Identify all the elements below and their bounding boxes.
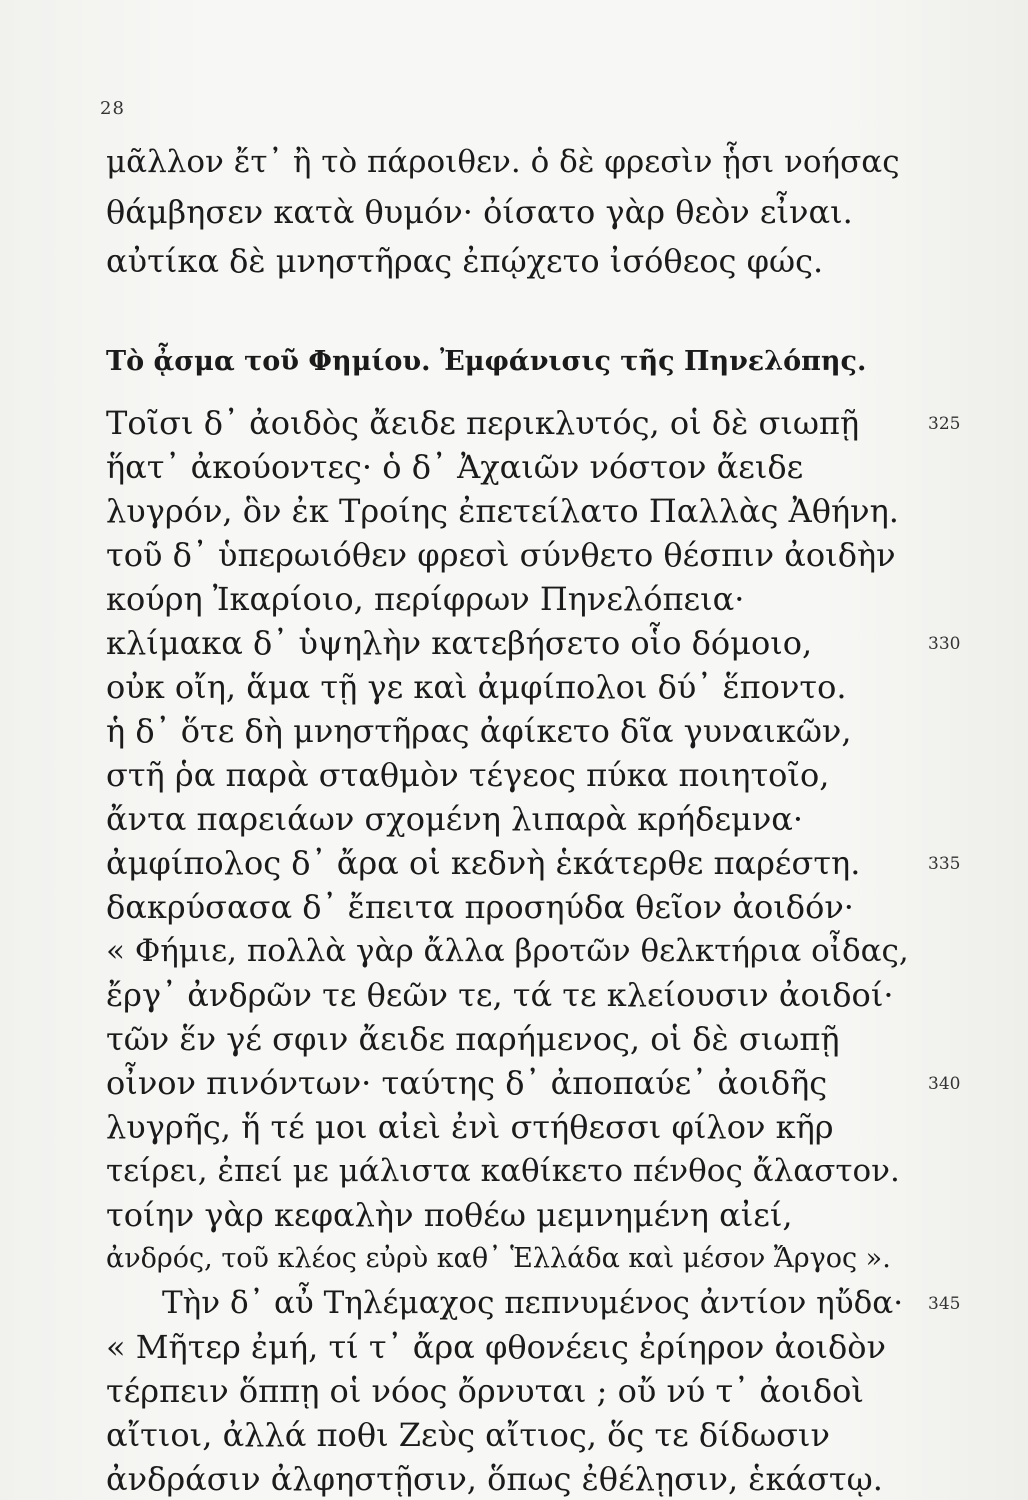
verse-line: Τὴν δ᾽ αὖ Τηλέμαχος πεπνυμένος ἀντίον ηὔδα· <box>162 1285 904 1321</box>
verse-line: λυγρόν, ὃν ἐκ Τροίης ἐπετείλατο Παλλὰς Ἀθήνη. <box>106 492 899 530</box>
verse-line: τοίην γὰρ κεφαλὴν ποθέω μεμνημένη αἰεί, <box>106 1196 793 1234</box>
verse-line: τῶν ἕν γέ σφιν ἄειδε παρήμενος, οἱ δὲ σιωπῇ <box>106 1020 840 1058</box>
verse-line: Τοῖσι δ᾽ ἀοιδὸς ἄειδε περικλυτός, οἱ δὲ σιωπῇ <box>106 404 860 442</box>
verse-line: αἴτιοι, ἀλλά ποθι Ζεὺς αἴτιος, ὅς τε δίδωσιν <box>106 1416 830 1454</box>
verse-line: ἀνδρός, τοῦ κλέος εὐρὺ καθ᾽ Ἑλλάδα καὶ μέσον Ἄργος ». <box>106 1243 891 1274</box>
verse-line: τέρπειν ὅππῃ οἱ νόος ὄρνυται ; οὔ νύ τ᾽ ἀοιδοὶ <box>106 1372 864 1410</box>
verse-line: λυγρῆς, ἥ τέ μοι αἰεὶ ἐνὶ στήθεσσι φίλον κῆρ <box>106 1108 834 1146</box>
verse-line: ἄντα παρειάων σχομένη λιπαρὰ κρήδεμνα· <box>106 800 804 838</box>
verse-line: κούρη Ἰκαρίοιο, περίφρων Πηνελόπεια· <box>106 580 745 618</box>
verse-line: ἀνδράσιν ἀλφηστῇσιν, ὅπως ἐθέλῃσιν, ἑκάστῳ. <box>106 1460 883 1498</box>
verse-line: « Φήμιε, πολλὰ γὰρ ἄλλα βροτῶν θελκτήρια οἶδας, <box>106 933 909 969</box>
page-number: 28 <box>100 98 125 119</box>
section-heading: Τὸ ᾆσμα τοῦ Φημίου. Ἐμφάνισις τῆς Πηνελόπης. <box>106 346 867 377</box>
text-line: μᾶλλον ἔτ᾽ ἢ τὸ πάροιθεν. ὁ δὲ φρεσὶν ᾗσι νοήσας <box>106 144 900 180</box>
verse-line: τοῦ δ᾽ ὑπερωιόθεν φρεσὶ σύνθετο θέσπιν ἀοιδὴν <box>106 536 896 574</box>
verse-line: ἔργ᾽ ἀνδρῶν τε θεῶν τε, τά τε κλείουσιν ἀοιδοί· <box>106 976 894 1014</box>
verse-line: οἶνον πινόντων· ταύτης δ᾽ ἀποπαύε᾽ ἀοιδῆς <box>106 1064 828 1102</box>
verse-number: 335 <box>928 854 961 874</box>
verse-line: στῆ ῥα παρὰ σταθμὸν τέγεος πύκα ποιητοῖο, <box>106 756 830 794</box>
verse-number: 340 <box>928 1074 961 1094</box>
verse-number: 325 <box>928 414 961 434</box>
verse-line: κλίμακα δ᾽ ὑψηλὴν κατεβήσετο οἷο δόμοιο, <box>106 624 813 662</box>
verse-number: 330 <box>928 634 961 654</box>
verse-line: « Μῆτερ ἐμή, τί τ᾽ ἄρα φθονέεις ἐρίηρον ἀοιδὸν <box>106 1328 886 1366</box>
verse-line: τείρει, ἐπεί με μάλιστα καθίκετο πένθος ἄλαστον. <box>106 1153 900 1189</box>
verse-line: ἡ δ᾽ ὅτε δὴ μνηστῆρας ἀφίκετο δῖα γυναικῶν, <box>106 712 852 750</box>
text-line: θάμβησεν κατὰ θυμόν· ὀίσατο γὰρ θεὸν εἶναι. <box>106 193 853 231</box>
verse-line: ἥατ᾽ ἀκούοντες· ὁ δ᾽ Ἀχαιῶν νόστον ἄειδε <box>106 448 804 486</box>
verse-number: 345 <box>928 1294 961 1314</box>
verse-line: δακρύσασα δ᾽ ἔπειτα προσηύδα θεῖον ἀοιδόν· <box>106 888 854 926</box>
text-line: αὐτίκα δὲ μνηστῆρας ἐπῴχετο ἰσόθεος φώς. <box>106 242 824 280</box>
verse-line: οὐκ οἴη, ἅμα τῇ γε καὶ ἀμφίπολοι δύ᾽ ἕποντο. <box>106 668 847 706</box>
verse-line: ἀμφίπολος δ᾽ ἄρα οἱ κεδνὴ ἑκάτερθε παρέστη. <box>106 844 861 882</box>
